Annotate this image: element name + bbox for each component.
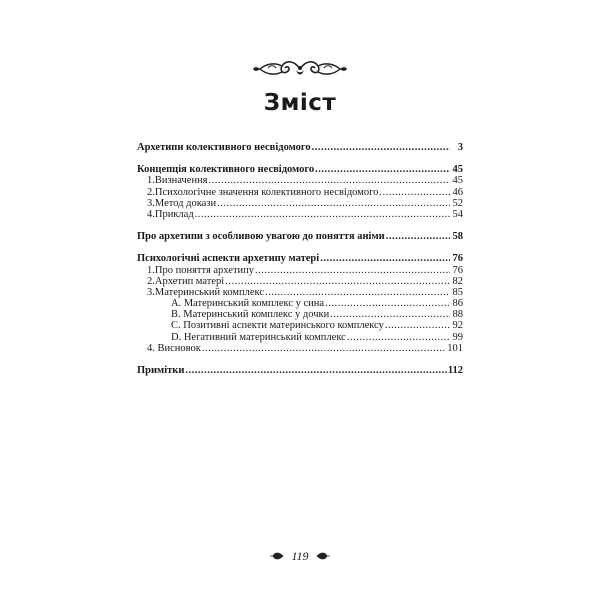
- toc-label: B. Материнський комплекс у дочки: [171, 309, 330, 321]
- toc-page-number: 85: [452, 286, 463, 298]
- toc-item-number: 3.: [147, 197, 155, 209]
- toc-subitem: [137, 298, 463, 309]
- toc-label: Приклад: [154, 208, 194, 220]
- toc-subitem: [137, 332, 463, 343]
- toc-page-number: 101: [447, 342, 463, 354]
- toc-section: [137, 253, 463, 264]
- toc-item: [137, 287, 463, 298]
- toc-item-number: 1.: [147, 264, 155, 276]
- toc-page-number: 92: [452, 320, 463, 332]
- toc-page-number: 82: [452, 275, 463, 287]
- toc-label: Архетип матері: [154, 275, 225, 287]
- toc-page-number: 88: [452, 309, 463, 321]
- toc-leader-dots: [225, 276, 450, 287]
- toc-item: [137, 265, 463, 276]
- toc-leader-dots: [209, 175, 450, 186]
- page-number: 119: [291, 549, 309, 563]
- toc-section: [137, 142, 463, 153]
- toc-page-number: 76: [452, 253, 463, 265]
- toc-leader-dots: [386, 231, 450, 242]
- toc-leader-dots: [312, 142, 450, 153]
- toc-item-number: 4.: [147, 208, 155, 220]
- toc-page-number: 76: [452, 264, 463, 276]
- toc-page-number: 45: [452, 175, 463, 187]
- toc-leader-dots: [217, 198, 450, 209]
- toc-leader-dots: [330, 309, 450, 320]
- toc-label: Про архетипи з особливою увагою до поняття аніми: [137, 231, 385, 243]
- toc-item-number: 3.: [147, 286, 155, 298]
- toc-label: Про поняття архетипу: [154, 264, 255, 276]
- toc-leader-dots: [315, 164, 450, 175]
- toc-item: [137, 209, 463, 220]
- toc-section: [137, 365, 463, 376]
- toc-label: Архетипи колективного несвідомого: [137, 142, 311, 153]
- toc-leader-dots: [385, 320, 450, 331]
- table-of-contents: [137, 142, 463, 376]
- toc-section: [137, 231, 463, 242]
- toc-page-number: 45: [452, 164, 463, 176]
- toc-label: Концепція колективного несвідомого: [137, 164, 315, 176]
- toc-leader-dots: [195, 209, 450, 220]
- toc-page-number: 3: [457, 142, 463, 153]
- toc-leader-dots: [185, 365, 446, 376]
- decorative-ornament: [252, 58, 348, 80]
- left-flourish-icon: [270, 549, 284, 564]
- toc-item: [137, 276, 463, 287]
- toc-item: [137, 175, 463, 186]
- toc-page-number: 86: [452, 298, 463, 310]
- toc-leader-dots: [325, 298, 450, 309]
- toc-section: [137, 164, 463, 175]
- toc-item-number: 2.: [147, 275, 155, 287]
- toc-label: Метод докази: [154, 197, 217, 209]
- toc-leader-dots: [255, 265, 450, 276]
- toc-leader-dots: [379, 187, 450, 198]
- right-flourish-icon: [316, 549, 330, 564]
- toc-leader-dots: [320, 253, 450, 264]
- toc-page-number: 46: [452, 186, 463, 198]
- toc-leader-dots: [202, 343, 446, 354]
- toc-item-number: 2.: [147, 186, 155, 198]
- toc-leader-dots: [347, 332, 450, 343]
- page-footer: [0, 549, 600, 564]
- toc-label: Визначення: [154, 175, 208, 187]
- toc-label: D. Негативний материнський комплекс: [171, 331, 346, 343]
- toc-page-number: 52: [452, 197, 463, 209]
- page-title: Зміст: [263, 90, 337, 116]
- toc-label: Психологічне значення колективного несвідомого: [154, 186, 379, 198]
- toc-label: C. Позитивні аспекти материнського комплексу: [171, 320, 384, 332]
- toc-page-number: 99: [452, 331, 463, 343]
- toc-label: Примітки: [137, 365, 185, 376]
- toc-page-number: 112: [447, 365, 463, 376]
- toc-subitem: [137, 309, 463, 320]
- toc-label: Материнський комплекс: [154, 286, 265, 298]
- toc-label: A. Материнський комплекс у сина: [171, 298, 325, 310]
- toc-page-number: 54: [452, 208, 463, 220]
- toc-item: [137, 187, 463, 198]
- toc-subitem: [137, 320, 463, 331]
- toc-leader-dots: [265, 287, 450, 298]
- toc-item-number: 1.: [147, 175, 155, 187]
- toc-item: [137, 343, 463, 354]
- toc-page-number: 58: [452, 231, 463, 243]
- toc-label: 4. Висновок: [147, 342, 201, 354]
- toc-item: [137, 198, 463, 209]
- toc-label: Психологічні аспекти архетипу матері: [137, 253, 320, 265]
